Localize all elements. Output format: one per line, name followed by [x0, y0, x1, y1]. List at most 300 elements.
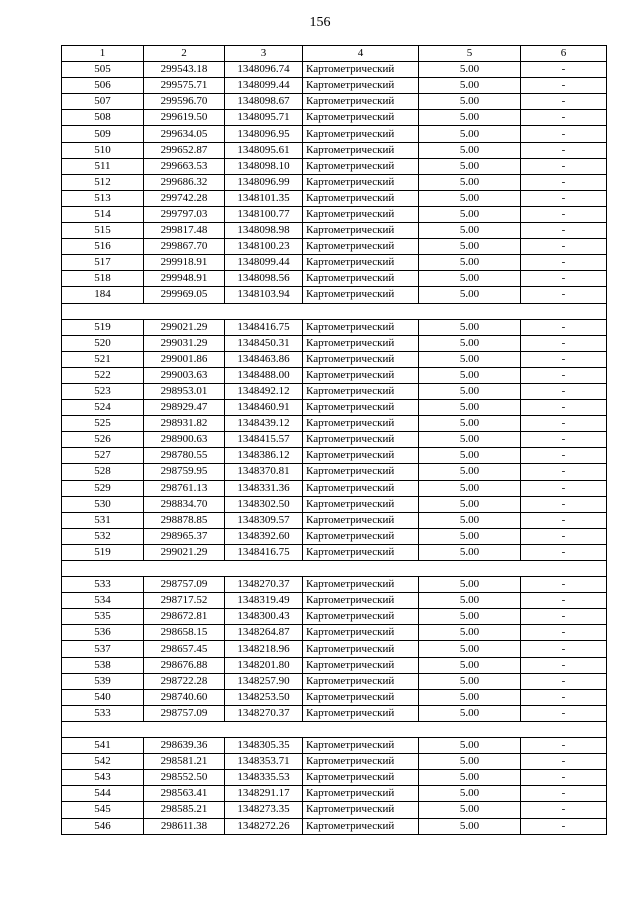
point-number-cell: 529	[62, 480, 144, 496]
accuracy-cell: 5.00	[419, 158, 521, 174]
description-cell: -	[521, 544, 607, 560]
accuracy-cell: 5.00	[419, 223, 521, 239]
blank-cell	[62, 303, 607, 319]
column-header: 1	[62, 46, 144, 62]
method-cell: Картометрический	[303, 738, 419, 754]
y-coordinate-cell: 1348096.95	[225, 126, 303, 142]
method-cell: Картометрический	[303, 673, 419, 689]
method-cell: Картометрический	[303, 786, 419, 802]
method-cell: Картометрический	[303, 818, 419, 834]
y-coordinate-cell: 1348099.44	[225, 255, 303, 271]
table-row	[62, 287, 607, 303]
point-number-cell: 539	[62, 673, 144, 689]
accuracy-cell: 5.00	[419, 577, 521, 593]
description-cell: -	[521, 206, 607, 222]
description-cell: -	[521, 351, 607, 367]
y-coordinate-cell: 1348098.10	[225, 158, 303, 174]
table-row	[62, 400, 607, 416]
y-coordinate-cell: 1348331.36	[225, 480, 303, 496]
table-row	[62, 255, 607, 271]
table-row	[62, 383, 607, 399]
method-cell: Картометрический	[303, 416, 419, 432]
point-number-cell: 520	[62, 335, 144, 351]
y-coordinate-cell: 1348218.96	[225, 641, 303, 657]
description-cell: -	[521, 738, 607, 754]
method-cell: Картометрический	[303, 190, 419, 206]
table-row	[62, 786, 607, 802]
point-number-cell: 513	[62, 190, 144, 206]
y-coordinate-cell: 1348270.37	[225, 705, 303, 721]
description-cell: -	[521, 255, 607, 271]
y-coordinate-cell: 1348319.49	[225, 593, 303, 609]
y-coordinate-cell: 1348201.80	[225, 657, 303, 673]
method-cell: Картометрический	[303, 625, 419, 641]
x-coordinate-cell: 299969.05	[144, 287, 225, 303]
y-coordinate-cell: 1348416.75	[225, 544, 303, 560]
table-row	[62, 544, 607, 560]
description-cell: -	[521, 142, 607, 158]
table-row	[62, 351, 607, 367]
point-number-cell: 508	[62, 110, 144, 126]
x-coordinate-cell: 298757.09	[144, 705, 225, 721]
accuracy-cell: 5.00	[419, 705, 521, 721]
description-cell: -	[521, 110, 607, 126]
description-cell: -	[521, 818, 607, 834]
accuracy-cell: 5.00	[419, 287, 521, 303]
table-row	[62, 577, 607, 593]
x-coordinate-cell: 299797.03	[144, 206, 225, 222]
accuracy-cell: 5.00	[419, 544, 521, 560]
y-coordinate-cell: 1348335.53	[225, 770, 303, 786]
accuracy-cell: 5.00	[419, 174, 521, 190]
point-number-cell: 531	[62, 512, 144, 528]
description-cell: -	[521, 754, 607, 770]
accuracy-cell: 5.00	[419, 206, 521, 222]
method-cell: Картометрический	[303, 754, 419, 770]
accuracy-cell: 5.00	[419, 255, 521, 271]
description-cell: -	[521, 223, 607, 239]
y-coordinate-cell: 1348305.35	[225, 738, 303, 754]
description-cell: -	[521, 528, 607, 544]
table-row	[62, 367, 607, 383]
description-cell: -	[521, 577, 607, 593]
y-coordinate-cell: 1348099.44	[225, 78, 303, 94]
point-number-cell: 536	[62, 625, 144, 641]
method-cell: Картометрический	[303, 496, 419, 512]
y-coordinate-cell: 1348392.60	[225, 528, 303, 544]
method-cell: Картометрический	[303, 657, 419, 673]
column-header: 2	[144, 46, 225, 62]
description-cell: -	[521, 448, 607, 464]
table-row	[62, 126, 607, 142]
method-cell: Картометрический	[303, 802, 419, 818]
page-number: 156	[309, 15, 331, 30]
method-cell: Картометрический	[303, 223, 419, 239]
table-row	[62, 480, 607, 496]
method-cell: Картометрический	[303, 641, 419, 657]
description-cell: -	[521, 770, 607, 786]
y-coordinate-cell: 1348096.99	[225, 174, 303, 190]
y-coordinate-cell: 1348257.90	[225, 673, 303, 689]
coordinates-table	[61, 45, 607, 835]
x-coordinate-cell: 298761.13	[144, 480, 225, 496]
x-coordinate-cell: 298672.81	[144, 609, 225, 625]
x-coordinate-cell: 298878.85	[144, 512, 225, 528]
x-coordinate-cell: 298639.36	[144, 738, 225, 754]
accuracy-cell: 5.00	[419, 319, 521, 335]
accuracy-cell: 5.00	[419, 126, 521, 142]
accuracy-cell: 5.00	[419, 641, 521, 657]
accuracy-cell: 5.00	[419, 609, 521, 625]
column-header: 5	[419, 46, 521, 62]
accuracy-cell: 5.00	[419, 802, 521, 818]
y-coordinate-cell: 1348273.35	[225, 802, 303, 818]
x-coordinate-cell: 298900.63	[144, 432, 225, 448]
point-number-cell: 538	[62, 657, 144, 673]
y-coordinate-cell: 1348439.12	[225, 416, 303, 432]
accuracy-cell: 5.00	[419, 62, 521, 78]
y-coordinate-cell: 1348095.61	[225, 142, 303, 158]
point-number-cell: 527	[62, 448, 144, 464]
x-coordinate-cell: 299021.29	[144, 319, 225, 335]
y-coordinate-cell: 1348253.50	[225, 689, 303, 705]
description-cell: -	[521, 190, 607, 206]
point-number-cell: 509	[62, 126, 144, 142]
table-row	[62, 818, 607, 834]
y-coordinate-cell: 1348100.77	[225, 206, 303, 222]
accuracy-cell: 5.00	[419, 496, 521, 512]
x-coordinate-cell: 299686.32	[144, 174, 225, 190]
point-number-cell: 514	[62, 206, 144, 222]
description-cell: -	[521, 239, 607, 255]
accuracy-cell: 5.00	[419, 400, 521, 416]
y-coordinate-cell: 1348488.00	[225, 367, 303, 383]
accuracy-cell: 5.00	[419, 512, 521, 528]
table-row	[62, 625, 607, 641]
accuracy-cell: 5.00	[419, 786, 521, 802]
point-number-cell: 521	[62, 351, 144, 367]
description-cell: -	[521, 319, 607, 335]
table-row	[62, 770, 607, 786]
x-coordinate-cell: 299001.86	[144, 351, 225, 367]
group-separator-row	[62, 561, 607, 577]
x-coordinate-cell: 298563.41	[144, 786, 225, 802]
method-cell: Картометрический	[303, 432, 419, 448]
x-coordinate-cell: 298717.52	[144, 593, 225, 609]
method-cell: Картометрический	[303, 383, 419, 399]
table-row	[62, 673, 607, 689]
table-row	[62, 496, 607, 512]
y-coordinate-cell: 1348291.17	[225, 786, 303, 802]
method-cell: Картометрический	[303, 544, 419, 560]
y-coordinate-cell: 1348101.35	[225, 190, 303, 206]
description-cell: -	[521, 78, 607, 94]
method-cell: Картометрический	[303, 351, 419, 367]
accuracy-cell: 5.00	[419, 94, 521, 110]
accuracy-cell: 5.00	[419, 271, 521, 287]
description-cell: -	[521, 593, 607, 609]
method-cell: Картометрический	[303, 206, 419, 222]
accuracy-cell: 5.00	[419, 528, 521, 544]
x-coordinate-cell: 298834.70	[144, 496, 225, 512]
accuracy-cell: 5.00	[419, 78, 521, 94]
point-number-cell: 534	[62, 593, 144, 609]
y-coordinate-cell: 1348416.75	[225, 319, 303, 335]
point-number-cell: 533	[62, 577, 144, 593]
point-number-cell: 507	[62, 94, 144, 110]
y-coordinate-cell: 1348302.50	[225, 496, 303, 512]
description-cell: -	[521, 512, 607, 528]
table-row	[62, 464, 607, 480]
group-separator-row	[62, 303, 607, 319]
description-cell: -	[521, 496, 607, 512]
method-cell: Картометрический	[303, 62, 419, 78]
y-coordinate-cell: 1348098.67	[225, 94, 303, 110]
x-coordinate-cell: 298757.09	[144, 577, 225, 593]
method-cell: Картометрический	[303, 400, 419, 416]
y-coordinate-cell: 1348098.98	[225, 223, 303, 239]
x-coordinate-cell: 299619.50	[144, 110, 225, 126]
y-coordinate-cell: 1348463.86	[225, 351, 303, 367]
table-row	[62, 110, 607, 126]
x-coordinate-cell: 299031.29	[144, 335, 225, 351]
point-number-cell: 522	[62, 367, 144, 383]
point-number-cell: 505	[62, 62, 144, 78]
description-cell: -	[521, 480, 607, 496]
y-coordinate-cell: 1348300.43	[225, 609, 303, 625]
x-coordinate-cell: 298552.50	[144, 770, 225, 786]
table-row	[62, 94, 607, 110]
accuracy-cell: 5.00	[419, 432, 521, 448]
x-coordinate-cell: 299021.29	[144, 544, 225, 560]
accuracy-cell: 5.00	[419, 770, 521, 786]
method-cell: Картометрический	[303, 287, 419, 303]
table-row	[62, 335, 607, 351]
x-coordinate-cell: 298965.37	[144, 528, 225, 544]
table-row	[62, 158, 607, 174]
y-coordinate-cell: 1348100.23	[225, 239, 303, 255]
table-row	[62, 223, 607, 239]
point-number-cell: 532	[62, 528, 144, 544]
x-coordinate-cell: 298780.55	[144, 448, 225, 464]
column-header: 3	[225, 46, 303, 62]
description-cell: -	[521, 705, 607, 721]
x-coordinate-cell: 299543.18	[144, 62, 225, 78]
y-coordinate-cell: 1348103.94	[225, 287, 303, 303]
blank-cell	[62, 561, 607, 577]
x-coordinate-cell: 299948.91	[144, 271, 225, 287]
accuracy-cell: 5.00	[419, 625, 521, 641]
y-coordinate-cell: 1348272.26	[225, 818, 303, 834]
description-cell: -	[521, 802, 607, 818]
point-number-cell: 530	[62, 496, 144, 512]
point-number-cell: 523	[62, 383, 144, 399]
x-coordinate-cell: 299867.70	[144, 239, 225, 255]
y-coordinate-cell: 1348492.12	[225, 383, 303, 399]
y-coordinate-cell: 1348309.57	[225, 512, 303, 528]
x-coordinate-cell: 298676.88	[144, 657, 225, 673]
accuracy-cell: 5.00	[419, 448, 521, 464]
x-coordinate-cell: 299652.87	[144, 142, 225, 158]
x-coordinate-cell: 299634.05	[144, 126, 225, 142]
description-cell: -	[521, 94, 607, 110]
table-row	[62, 416, 607, 432]
method-cell: Картометрический	[303, 705, 419, 721]
table-body	[62, 62, 607, 835]
method-cell: Картометрический	[303, 142, 419, 158]
method-cell: Картометрический	[303, 593, 419, 609]
description-cell: -	[521, 786, 607, 802]
table-row	[62, 689, 607, 705]
x-coordinate-cell: 298611.38	[144, 818, 225, 834]
method-cell: Картометрический	[303, 689, 419, 705]
accuracy-cell: 5.00	[419, 673, 521, 689]
method-cell: Картометрический	[303, 126, 419, 142]
method-cell: Картометрический	[303, 448, 419, 464]
y-coordinate-cell: 1348415.57	[225, 432, 303, 448]
method-cell: Картометрический	[303, 464, 419, 480]
table-row	[62, 142, 607, 158]
column-header: 6	[521, 46, 607, 62]
accuracy-cell: 5.00	[419, 335, 521, 351]
point-number-cell: 511	[62, 158, 144, 174]
accuracy-cell: 5.00	[419, 593, 521, 609]
table-row	[62, 512, 607, 528]
table-row	[62, 528, 607, 544]
group-separator-row	[62, 721, 607, 737]
accuracy-cell: 5.00	[419, 480, 521, 496]
point-number-cell: 518	[62, 271, 144, 287]
description-cell: -	[521, 367, 607, 383]
point-number-cell: 506	[62, 78, 144, 94]
x-coordinate-cell: 299003.63	[144, 367, 225, 383]
accuracy-cell: 5.00	[419, 110, 521, 126]
table-row	[62, 609, 607, 625]
point-number-cell: 533	[62, 705, 144, 721]
description-cell: -	[521, 400, 607, 416]
y-coordinate-cell: 1348096.74	[225, 62, 303, 78]
y-coordinate-cell: 1348264.87	[225, 625, 303, 641]
point-number-cell: 526	[62, 432, 144, 448]
accuracy-cell: 5.00	[419, 142, 521, 158]
point-number-cell: 516	[62, 239, 144, 255]
method-cell: Картометрический	[303, 239, 419, 255]
x-coordinate-cell: 298740.60	[144, 689, 225, 705]
x-coordinate-cell: 298929.47	[144, 400, 225, 416]
table-row	[62, 190, 607, 206]
x-coordinate-cell: 299742.28	[144, 190, 225, 206]
accuracy-cell: 5.00	[419, 383, 521, 399]
x-coordinate-cell: 299918.91	[144, 255, 225, 271]
table-row	[62, 319, 607, 335]
description-cell: -	[521, 641, 607, 657]
description-cell: -	[521, 174, 607, 190]
method-cell: Картометрический	[303, 609, 419, 625]
description-cell: -	[521, 335, 607, 351]
method-cell: Картометрический	[303, 110, 419, 126]
y-coordinate-cell: 1348386.12	[225, 448, 303, 464]
description-cell: -	[521, 609, 607, 625]
method-cell: Картометрический	[303, 271, 419, 287]
method-cell: Картометрический	[303, 770, 419, 786]
description-cell: -	[521, 62, 607, 78]
accuracy-cell: 5.00	[419, 416, 521, 432]
point-number-cell: 519	[62, 319, 144, 335]
description-cell: -	[521, 126, 607, 142]
description-cell: -	[521, 464, 607, 480]
description-cell: -	[521, 158, 607, 174]
point-number-cell: 184	[62, 287, 144, 303]
description-cell: -	[521, 432, 607, 448]
accuracy-cell: 5.00	[419, 464, 521, 480]
table-row	[62, 78, 607, 94]
table-row	[62, 657, 607, 673]
point-number-cell: 537	[62, 641, 144, 657]
point-number-cell: 546	[62, 818, 144, 834]
point-number-cell: 545	[62, 802, 144, 818]
method-cell: Картометрический	[303, 335, 419, 351]
accuracy-cell: 5.00	[419, 367, 521, 383]
method-cell: Картометрический	[303, 255, 419, 271]
description-cell: -	[521, 271, 607, 287]
description-cell: -	[521, 287, 607, 303]
table-header-row	[62, 46, 607, 62]
table-row	[62, 432, 607, 448]
x-coordinate-cell: 298581.21	[144, 754, 225, 770]
table-row	[62, 62, 607, 78]
point-number-cell: 515	[62, 223, 144, 239]
accuracy-cell: 5.00	[419, 689, 521, 705]
accuracy-cell: 5.00	[419, 738, 521, 754]
y-coordinate-cell: 1348370.81	[225, 464, 303, 480]
y-coordinate-cell: 1348098.56	[225, 271, 303, 287]
table-row	[62, 641, 607, 657]
y-coordinate-cell: 1348353.71	[225, 754, 303, 770]
method-cell: Картометрический	[303, 94, 419, 110]
table-row	[62, 705, 607, 721]
description-cell: -	[521, 383, 607, 399]
point-number-cell: 542	[62, 754, 144, 770]
accuracy-cell: 5.00	[419, 351, 521, 367]
accuracy-cell: 5.00	[419, 657, 521, 673]
column-header: 4	[303, 46, 419, 62]
point-number-cell: 541	[62, 738, 144, 754]
accuracy-cell: 5.00	[419, 239, 521, 255]
description-cell: -	[521, 689, 607, 705]
y-coordinate-cell: 1348095.71	[225, 110, 303, 126]
x-coordinate-cell: 298722.28	[144, 673, 225, 689]
point-number-cell: 519	[62, 544, 144, 560]
description-cell: -	[521, 657, 607, 673]
method-cell: Картометрический	[303, 158, 419, 174]
accuracy-cell: 5.00	[419, 818, 521, 834]
x-coordinate-cell: 298585.21	[144, 802, 225, 818]
table-row	[62, 738, 607, 754]
table-row	[62, 239, 607, 255]
method-cell: Картометрический	[303, 512, 419, 528]
table-row	[62, 448, 607, 464]
method-cell: Картометрический	[303, 174, 419, 190]
point-number-cell: 510	[62, 142, 144, 158]
table-row	[62, 593, 607, 609]
point-number-cell: 543	[62, 770, 144, 786]
y-coordinate-cell: 1348450.31	[225, 335, 303, 351]
accuracy-cell: 5.00	[419, 754, 521, 770]
x-coordinate-cell: 299817.48	[144, 223, 225, 239]
blank-cell	[62, 721, 607, 737]
method-cell: Картометрический	[303, 78, 419, 94]
x-coordinate-cell: 298657.45	[144, 641, 225, 657]
